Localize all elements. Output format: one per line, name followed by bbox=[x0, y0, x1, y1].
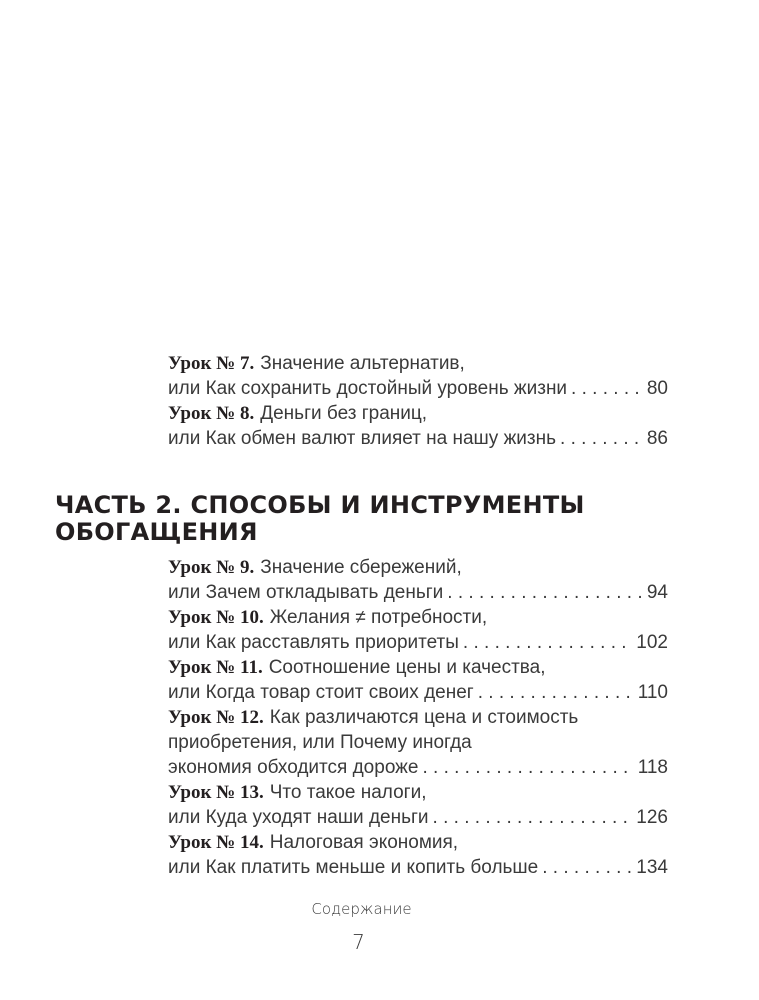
lesson-heading bbox=[168, 555, 668, 580]
toc-part2 bbox=[168, 555, 668, 880]
lesson-heading bbox=[168, 351, 668, 376]
lesson-subtitle-line bbox=[168, 680, 668, 705]
lesson-heading bbox=[168, 401, 668, 426]
lesson-number: Урок № 7. bbox=[168, 353, 255, 374]
lesson-subtitle-line bbox=[168, 580, 668, 605]
toc-entry-lesson-9[interactable] bbox=[168, 555, 668, 605]
dot-leader bbox=[560, 426, 643, 451]
lesson-subtitle-line bbox=[168, 755, 668, 780]
lesson-number: Урок № 13. bbox=[168, 782, 264, 803]
dot-leader bbox=[571, 376, 643, 401]
lesson-subtitle-line bbox=[168, 805, 668, 830]
lesson-number: Урок № 10. bbox=[168, 607, 264, 628]
dot-leader bbox=[542, 855, 632, 880]
page-number: 110 bbox=[637, 682, 668, 703]
page-number: 86 bbox=[646, 428, 668, 449]
part-2-heading[interactable]: ЧАСТЬ 2. СПОСОБЫ И ИНСТРУМЕНТЫ ОБОГАЩЕНИЯ bbox=[55, 491, 585, 546]
page-number: 94 bbox=[646, 582, 668, 603]
page-number: 134 bbox=[636, 857, 668, 878]
page-number: 102 bbox=[636, 632, 668, 653]
toc-entry-lesson-8[interactable] bbox=[168, 401, 668, 451]
lesson-title: Желания ≠ потребности, bbox=[269, 607, 488, 628]
dot-leader bbox=[478, 680, 634, 705]
lesson-heading bbox=[168, 655, 668, 680]
lesson-subtitle: экономия обходится дороже bbox=[168, 757, 419, 778]
lesson-subtitle: или Куда уходят наши деньги bbox=[168, 807, 429, 828]
folio-page-number: 7 bbox=[352, 930, 365, 954]
lesson-heading bbox=[168, 780, 668, 805]
dot-leader bbox=[433, 805, 633, 830]
lesson-subtitle: или Зачем откладывать деньги bbox=[168, 582, 444, 603]
lesson-subtitle: или Когда товар стоит своих денег bbox=[168, 682, 474, 703]
lesson-title: Соотношение цены и качества, bbox=[268, 657, 546, 678]
lesson-number: Урок № 14. bbox=[168, 832, 264, 853]
lesson-heading bbox=[168, 605, 668, 630]
toc-entry-lesson-10[interactable] bbox=[168, 605, 668, 655]
lesson-title: Как различаются цена и стоимость bbox=[269, 707, 579, 728]
toc-entry-lesson-11[interactable] bbox=[168, 655, 668, 705]
lesson-title: Деньги без границ, bbox=[260, 403, 428, 424]
page-number: 118 bbox=[637, 757, 668, 778]
lesson-number: Урок № 8. bbox=[168, 403, 255, 424]
lesson-subtitle-line bbox=[168, 376, 668, 401]
lesson-subtitle: или Как сохранить достойный уровень жизни bbox=[168, 378, 568, 399]
lesson-title-continued bbox=[168, 730, 668, 755]
toc-entry-lesson-12[interactable] bbox=[168, 705, 668, 780]
dot-leader bbox=[422, 755, 633, 780]
lesson-subtitle-line bbox=[168, 855, 668, 880]
lesson-subtitle-line bbox=[168, 426, 668, 451]
lesson-number: Урок № 9. bbox=[168, 557, 255, 578]
lesson-subtitle-line bbox=[168, 630, 668, 655]
dot-leader bbox=[463, 630, 632, 655]
toc-part1-continued bbox=[168, 351, 668, 451]
lesson-subtitle: или Как обмен валют влияет на нашу жизнь bbox=[168, 428, 557, 449]
lesson-number: Урок № 11. bbox=[168, 657, 263, 678]
lesson-subtitle: или Как расставлять приоритеты bbox=[168, 632, 459, 653]
running-footer-section: Содержание bbox=[311, 900, 412, 918]
lesson-title: Что такое налоги, bbox=[269, 782, 427, 803]
lesson-subtitle: или Как платить меньше и копить больше bbox=[168, 857, 539, 878]
lesson-title-line2: приобретения, или Почему иногда bbox=[168, 732, 472, 753]
toc-entry-lesson-13[interactable] bbox=[168, 780, 668, 830]
page-number: 126 bbox=[636, 807, 668, 828]
toc-entry-lesson-14[interactable] bbox=[168, 830, 668, 880]
lesson-title: Значение сбережений, bbox=[260, 557, 462, 578]
page-number: 80 bbox=[646, 378, 668, 399]
toc-entry-lesson-7[interactable] bbox=[168, 351, 668, 401]
lesson-title: Значение альтернатив, bbox=[260, 353, 465, 374]
lesson-heading bbox=[168, 705, 668, 730]
lesson-heading bbox=[168, 830, 668, 855]
lesson-title: Налоговая экономия, bbox=[269, 832, 459, 853]
dot-leader bbox=[447, 580, 643, 605]
lesson-number: Урок № 12. bbox=[168, 707, 264, 728]
